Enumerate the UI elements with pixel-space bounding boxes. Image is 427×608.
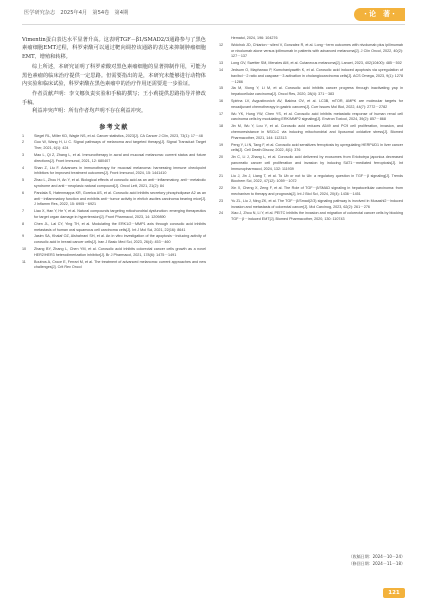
reference-text: Pandala S, Hatenmappa KR, Gorelca AS, et al. Corosolic acid inhibits secretory phospholipase A2 as an anti－inflammatory function and exhibits anti－tumor activity in ehrlich ascites carcinoma bearing mice[J]. J Inflamm Res, 2022, 15: 6905－6921 — [34, 190, 206, 207]
reference-text: Mao L, Qi Z, Zhang L, et al. Immunotherapy in acral and mucosal melanoma: current status and future directions[J]. Front Immunol, 2021, 12: 680407 — [34, 153, 206, 163]
reference-number: 11 — [22, 259, 26, 264]
reference-number: 19 — [219, 142, 224, 147]
reference-item — [22, 222, 206, 234]
reference-number: 8 — [22, 221, 25, 226]
reference-number: 6 — [22, 190, 25, 195]
reference-text: Long GV, Swetter SM, Menzies AM, et al. Cutaneous melanoma[J]. Lancet, 2023, 402(10400): 485－502 — [231, 61, 402, 66]
reference-text: Jedsum O, Maphanao P, Kumchaniyawith K, et al. Corosolic acid induced apoptosis via upregulation of bax/bcl－2 ratio and caspase－3 activation in cholangiocarcinoma cells[J]. ACS Omega, 2023, 9(1): 1278－1286 — [231, 67, 403, 84]
reference-text: Yu ZL, Liu J, Ning ZK, et al. The TGF－β/Smad(2/3) signaling pathway is involved in Musashi2－induced invasion and metastasis of colorectal cancer[J]. Mol Carcinog, 2023, 62(2): 261－276 — [231, 198, 403, 209]
left-column — [22, 36, 206, 272]
reference-number: 23 — [219, 198, 224, 203]
reference-text: Hematol, 2024, 196: 104276 — [231, 36, 278, 40]
article-dates — [305, 554, 405, 567]
reference-item — [22, 166, 206, 178]
section-badge: ・论 著・ — [354, 8, 405, 21]
reference-text: Jin C, Li J, Zhang L, et al. Corosolic acid delivered by exosomes from Eriobotrya japonica decreased pancreatic cancer cell proliferation and invasion by inducing SAT1－mediated ferroptosis[J]. Int Immunopharmacol, 2024, 132: 111939 — [231, 155, 403, 171]
reference-item — [22, 140, 206, 152]
reference-number: 24 — [219, 211, 224, 216]
reference-text: Xiao J, Zhou N, Li Y, et al. PEITC inhibits the invasion and migration of colorectal cancer cells by blocking TGF－β－induced EMT[J]. Biomed Pharmacother, 2020, 130: 110743 — [231, 211, 403, 222]
reference-number: 10 — [22, 247, 27, 251]
reference-text: Jasim SA, Khalaf OZ, Alshahrani SH, et al. An in vitro investigation of the apoptosis－inducing activity of corosolic acid in breast cancer cells[J]. Iran J Basic Med Sci, 2023, 26(4): 453－460 — [34, 234, 206, 245]
reference-number: 3 — [22, 153, 25, 158]
reference-item — [22, 209, 206, 221]
revised-date: （修回日期：2024－11－18） — [348, 560, 405, 566]
reference-number: 7 — [22, 209, 25, 214]
reference-number: 14 — [219, 67, 224, 72]
reference-item — [219, 211, 403, 223]
reference-item — [219, 174, 403, 186]
reference-text: Chen JL, Lai CY, Ying TH, et al. Modulating the ERK1/2－MMP1 axis through corosolic acid inhibits metastasis of human oral squamous cell carcinoma cells[J]. Int J Mol Sci, 2021, 22(16): 8641 — [34, 221, 206, 232]
references-list-right — [219, 36, 403, 223]
reference-item — [219, 143, 403, 155]
reference-number: 9 — [22, 234, 25, 239]
page-number: 121 — [383, 588, 405, 598]
reference-number: 13 — [219, 61, 224, 66]
reference-item — [22, 234, 206, 246]
reference-number: 12 — [219, 42, 224, 47]
reference-item — [219, 61, 403, 67]
reference-text: Guo W, Wang H, Li C. Signal pathways of melanoma and targeted therapy[J]. Signal Transduct Target Ther, 2021, 6(1): 424 — [34, 140, 206, 151]
reference-item — [22, 260, 206, 272]
reference-number: 2 — [22, 140, 25, 145]
received-date: （收稿日期：2024－10－24） — [348, 554, 405, 559]
reference-text: Spirina LV, Avgustinovich AV, Bakina OV, et al. LC3B, mTOR, AMPK are molecular targets for neoadjuvant chemotherapy in gastric cancers[J]. Curr Issues Mol Biol, 2022, 44(7): 2772－2782 — [231, 98, 403, 109]
reference-text: Jia M, Xiong Y, Li M, et al. Corosolic acid inhibits cancer progress through inactivating yap in hepatocellular carcinoma[J]. Oncol Res, 2020, 28(4): 371－383 — [231, 86, 403, 97]
reference-item — [22, 134, 206, 140]
reference-text: Wu YK, Hung YW, Chen YS, et al. Corosolic acid inhibits metastatic response of human renal cell carcinoma cells by modulating ERK/MMP2 signaling[J]. Environ Toxicol, 2024, 39(2): 857－868 — [231, 111, 403, 122]
reference-text: Zhang BY, Zhang L, Chen YM, et al. Corosolic acid inhibits colorectal cancer cells growth as a novel HER2/HER3 heterodimerization inhibitor[J]. Br J Pharmacol, 2021, 178(6): 1475－1491 — [34, 247, 206, 257]
reference-item — [219, 124, 403, 141]
reference-text: Liu J, Jin J, Liang T, et al. To Ub or not to Ub: a regulatory question in TGF－β signaling[J]. Trends Biochem Sci, 2022, 47(12): 1059－1072 — [231, 173, 403, 184]
reference-item — [219, 86, 403, 98]
reference-number: 20 — [219, 155, 224, 160]
author-contribution: 作者贡献声明：李文娜负责实验和手稿的撰写；王小莉提供思路指导并修改手稿。 — [22, 91, 206, 106]
reference-number: 22 — [219, 186, 224, 191]
references-list-left — [22, 134, 206, 272]
reference-number: 15 — [219, 86, 224, 91]
reference-text: Xin X, Cheng X, Zeng F, et al. The Role of TGF－β/SMAD signaling in hepatocellular carcinoma: from mechanism to therapy and prognosis[J]. Int J Biol Sci, 2024, 20(4): 1436－1451 — [231, 186, 403, 196]
reference-text: Siegel RL, Miller KD, Wagle NS, et al. Cancer statistics, 2023[J]. CA Cancer J Clin, 2023, 73(1): 17－48 — [34, 133, 203, 138]
reference-text: Boutros A, Croce E, Ferrari M, et al. The treatment of advanced melanoma: current approaches and new challenges[J]. Crit Rev Oncol — [34, 259, 206, 270]
reference-item — [219, 199, 403, 211]
conflict-statement: 利益冲突声明：所有作者均声明不存在利益冲突。 — [32, 108, 147, 115]
reference-item — [22, 191, 206, 208]
reference-item — [219, 155, 403, 172]
reference-item — [219, 68, 403, 85]
reference-text: Peng Y, Li N, Tang F, et al. Corosolic acid sensitizes ferroptosis by upregulating HERPUD1 in liver cancer cells[J]. Cell Death Discov, 2022, 8(1): 376 — [231, 142, 403, 153]
reference-item — [22, 153, 206, 165]
right-column — [219, 36, 403, 224]
reference-text: Liao X, Han Y, He Y, et al. Natural compounds targeting mitochondrial dysfunction: emerging therapeutics for target organ damage in hypertension[J]. Front Pharmacol, 2023, 14: 1209890 — [34, 209, 206, 220]
journal-header: 医学研究杂志 2025年4月 第54卷 第4期 — [24, 10, 129, 16]
reference-number: 5 — [22, 178, 25, 183]
reference-item — [219, 112, 403, 124]
page-header — [0, 0, 427, 34]
reference-number: 16 — [219, 98, 224, 103]
references-heading: 参考文献 — [99, 123, 129, 131]
reference-item — [219, 186, 403, 198]
reference-text: Wolchok JD, Chiarion－sileni V, Gonzalez R, et al. Long－term outcomes with nivolumab plus ipilimumab or nivolumab alone versus ipilimumab in patients with advanced melanoma[J]. J Clin Oncol, 2022, 40(2): 127－137 — [231, 42, 403, 59]
conclusion-paragraph: 综上所述，本研究证明了科罗索酸对黑色素瘤细胞的显著抑制作用，可能为黑色素瘤的临床治疗提供一定思路。但需要指出的是，本研究未能够进行动物体内实验和临床试验，科罗索酸在黑色素瘤中的治疗作用还需要进一步验证。 — [22, 64, 206, 88]
reference-item — [219, 43, 403, 60]
reference-number: 17 — [219, 111, 224, 116]
reference-number: 1 — [22, 133, 25, 138]
reference-number: 18 — [219, 124, 224, 129]
reference-item — [219, 99, 403, 111]
reference-item — [22, 247, 206, 259]
reference-text: Shan Z, Liu F. Advances in immunotherapy for mucosal melanoma: harnessing immune checkpoint inhibitors for improved treatment outcomes[J]. Front Immunol, 2024, 15: 1441410 — [34, 165, 206, 176]
reference-number: 4 — [22, 165, 25, 170]
reference-item — [219, 36, 403, 42]
reference-item — [22, 178, 206, 190]
reference-text: Zhao L, Zhou H, An Y, et al. Biological effects of corosolic acid as an anti－inflammatory, anti－metabolic syndrome and anti－neoplasic natural compound[J]. Oncol Lett, 2021, 21(2): 84 — [34, 178, 206, 189]
reference-number: 21 — [219, 173, 224, 178]
header-divider — [22, 24, 405, 25]
reference-text: Jin M, Wu Y, Lou Y, et al. Corosolic acid reduces A549 and PC9 cell proliferation, invasion, and chemoresistance in NSCLC via inducing mitochondrial and liposomal oxidative stress[J]. Biomed Pharmacother, 2021, 144: 112313 — [231, 124, 403, 140]
body-paragraph: Vimentin蛋白表达水平显著升高。这表明TGF－β1/SMAD2/3通路参与了黑色素瘤细胞EMT过程，科罗索酸可以通过靶向调控该通路的表达来抑制肿瘤细胞EMT、增殖和转移。 — [22, 37, 206, 60]
